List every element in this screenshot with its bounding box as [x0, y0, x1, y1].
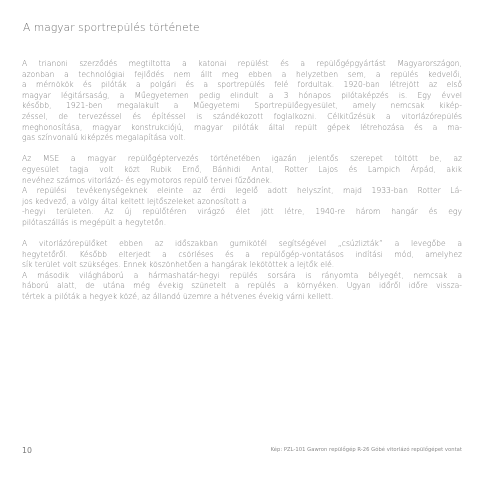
text-line: jos kedvező, a völgy által keltett lejtőszeleket azonosított a — [22, 196, 247, 206]
text-line: A trianoni szerződés megtiltotta a katonai repülést és a repülőgépgyártást Magyarországon, — [22, 59, 462, 68]
text-line: azonban a technológiai fejlődés nem állt meg ebben a helyzetben sem, a repülés kedvelői, — [22, 69, 462, 79]
text-line: gas színvonalú kiképzés megalapítása volt. — [22, 133, 186, 143]
image-caption: Kép: PZL-101 Gawron repülőgép R-26 Góbé vitorlázó repülőgépet vontat — [270, 447, 462, 453]
paragraph — [22, 154, 462, 228]
text-line: meghonosítása, magyar konstrukciójú, magyar pilóták által repült gépek létrehozása és a ma- — [22, 122, 462, 132]
page-title: A magyar sportrepülés története — [23, 22, 200, 34]
text-line: nevéhez számos vitorlázó- és egymotoros repülő tervei fűződnek. — [22, 175, 273, 185]
text-line: egyesület tagja volt közt Rubik Ernő, Bánhidi Antal, Rotter Lajos és Lampich Árpád, akik — [22, 164, 462, 174]
text-line: tértek a pilóták a hegyek közé, az állandó üzemre a hétvenes évekig várni kellett. — [22, 292, 334, 302]
text-line: zéssel, de tervezéssel és építéssel is szándékozott foglalkozni. Célkitűzésük a vitorlázórepülés — [22, 111, 462, 121]
text-line: A vitorlázórepülőket ebben az időszakban gumikötél segítségével „csúzlizták” a levegőbe a — [22, 239, 462, 249]
text-line: A repülési tevékenységeknek eleinte az érdi legelő adott helyszínt, majd 1933-ban Rotter Lá- — [22, 186, 462, 196]
text-line: pilótaszállás is megépült a hegytetőn. — [22, 217, 167, 227]
body-text — [22, 59, 462, 313]
text-line: -hegyi területen. Az új repülőtéren virágzó élet jött létre, 1940-re három hangár és egy — [22, 207, 462, 217]
text-line: a mérnökök és pilóták a polgári és a sportrepülés felé fordultak. 1920-ban létrejött az első — [22, 80, 462, 90]
text-line: később, 1921-ben megalakult a Műegyetemi Sportrepülőegyesület, amely nemcsak kikép- — [22, 101, 462, 111]
page-footer — [22, 446, 462, 458]
text-line: hegytetőről. Később elterjedt a csörléses és a repülőgép-vontatásos indítási mód, amelyhez — [22, 249, 462, 259]
text-line: Az MSE a magyar repülőgéptervezés történetében igazán jelentős szerepet töltött be, az — [22, 154, 462, 164]
paragraph — [22, 239, 462, 303]
text-line: sík terület volt szükséges. Ennek köszönhetően a hangárak lekötöttek a lejtők elé. — [22, 260, 335, 270]
text-line: magyar légitársaság, a Műegyetemen pedig elindult a 3 hónapos pilótaképzés is. Egy évvel — [22, 90, 462, 100]
page-number: 10 — [22, 446, 32, 455]
text-line: háború alatt, de utána még évekig szünetelt a repülés a környéken. Ugyan időről időre vissza- — [22, 281, 462, 291]
text-line: A második világháború a hármashatár-hegyi repülés sorsára is rányomta bélyegét, nemcsak a — [22, 270, 462, 280]
paragraph — [22, 59, 462, 144]
